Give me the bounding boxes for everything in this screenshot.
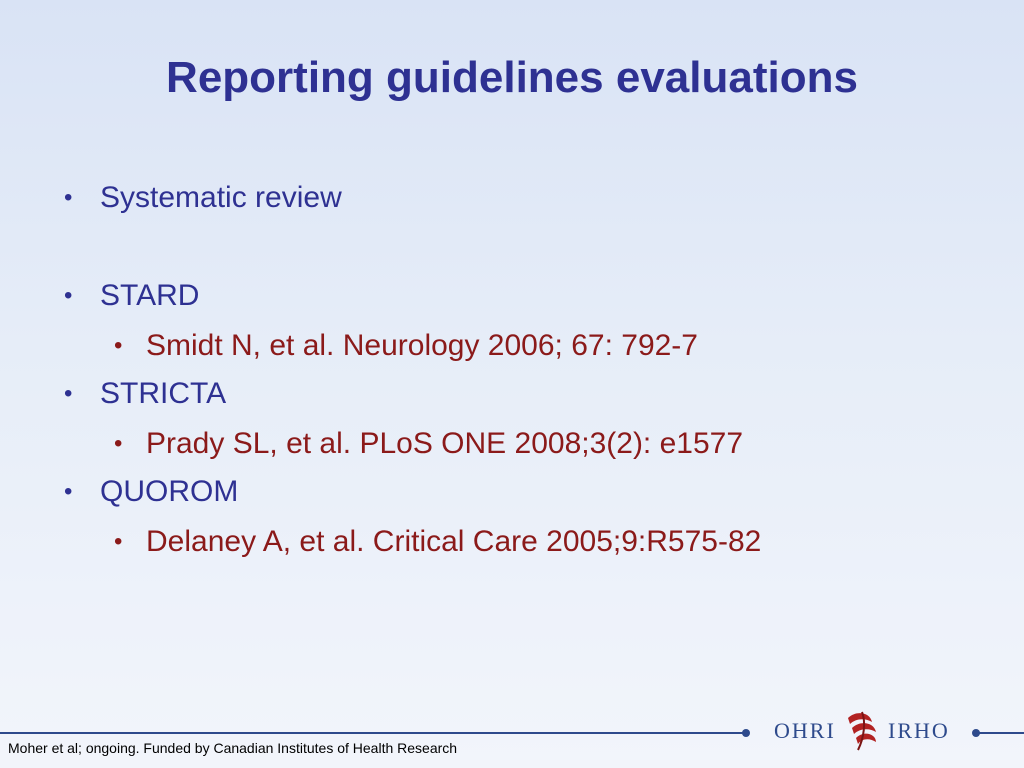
footer-credit: Moher et al; ongoing. Funded by Canadian Institutes of Health Research — [8, 740, 458, 756]
bullet-icon: • — [64, 184, 73, 211]
ohri-irho-logo — [768, 708, 964, 754]
sub-bullet-icon: • — [114, 332, 123, 359]
sub-bullet-item-quorom-ref: Delaney A, et al. Critical Care 2005;9:R575-82 — [146, 525, 762, 558]
footer-divider-left — [0, 732, 746, 734]
bullet-item-stard: STARD — [100, 279, 200, 312]
sub-bullet-item-stricta-ref: Prady SL, et al. PLoS ONE 2008;3(2): e1577 — [146, 427, 744, 460]
footer-divider-dot — [742, 729, 750, 737]
bullet-item-systematic-review: Systematic review — [100, 181, 342, 214]
sub-bullet-icon: • — [114, 430, 123, 457]
bullet-item-stricta: STRICTA — [100, 377, 227, 410]
logo-text-irho: IRHO — [888, 718, 950, 743]
logo-mark-icon — [842, 708, 882, 754]
bullet-icon: • — [64, 478, 73, 505]
sub-bullet-icon: • — [114, 528, 123, 555]
bullet-icon: • — [64, 282, 73, 309]
logo-text-ohri: OHRI — [774, 718, 836, 743]
bullet-item-quorom: QUOROM — [100, 475, 239, 508]
slide-title: Reporting guidelines evaluations — [166, 53, 858, 102]
footer-divider-right — [978, 732, 1024, 734]
bullet-icon: • — [64, 380, 73, 407]
sub-bullet-item-stard-ref: Smidt N, et al. Neurology 2006; 67: 792-7 — [146, 329, 698, 362]
